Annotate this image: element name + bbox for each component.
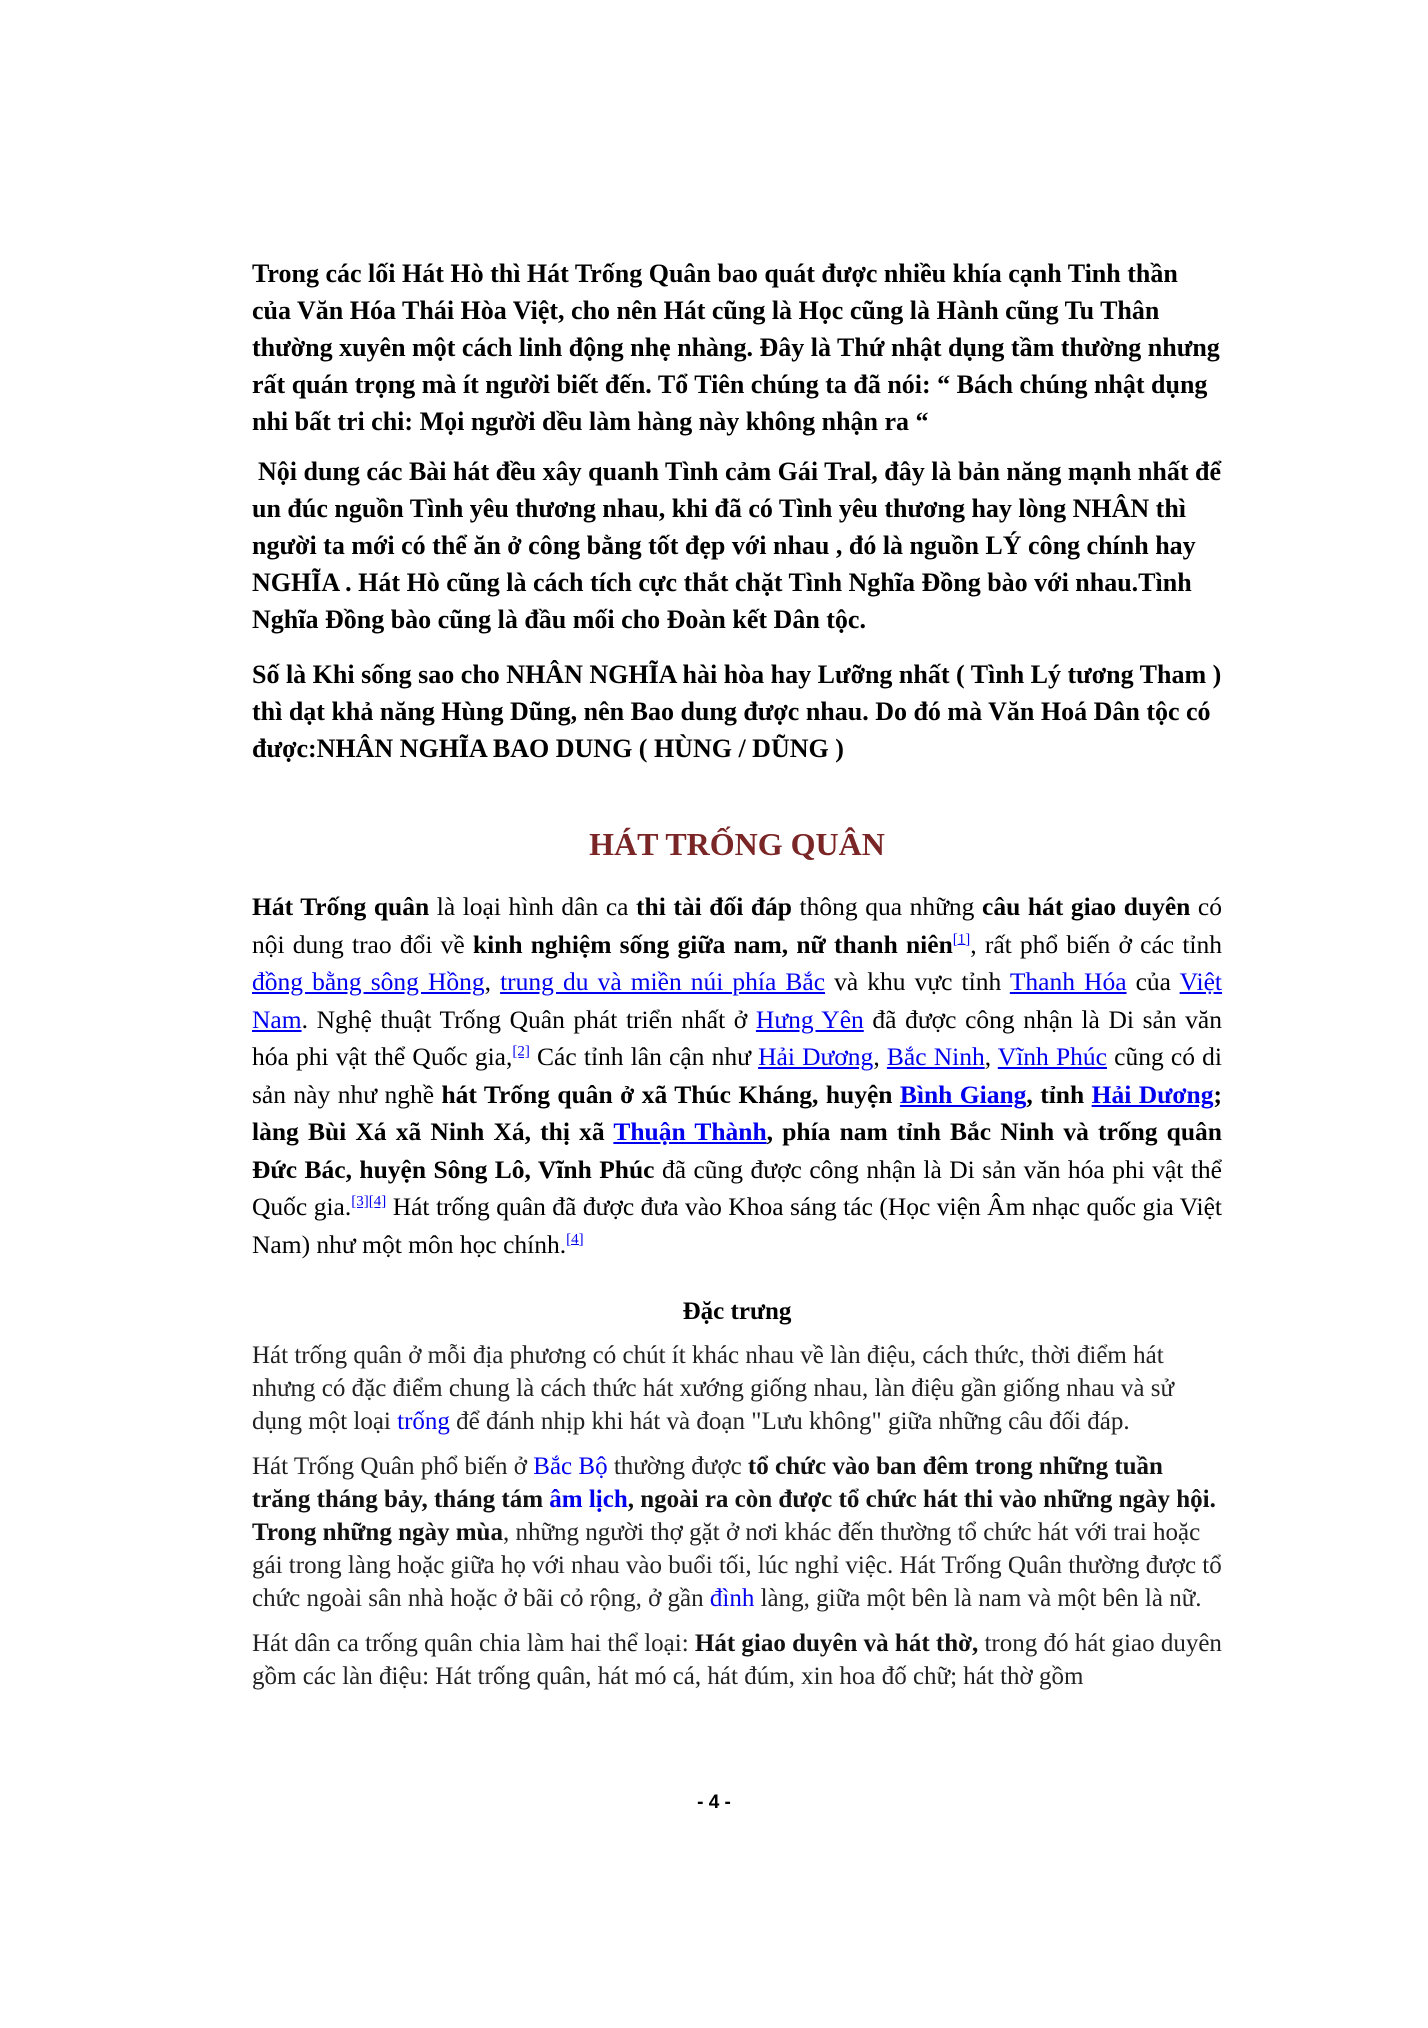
text-span: và khu vực tỉnh (825, 967, 1010, 996)
text-span: Hát trống quân đã được đưa vào Khoa sáng tác (Học viện Âm nhạc quốc gia Việt Nam) như một môn học chính. (252, 1192, 1223, 1259)
bold-term: câu hát giao duyên (982, 892, 1191, 921)
link-trong[interactable]: trống (397, 1408, 450, 1435)
characteristics-paragraph (252, 1339, 1222, 1438)
link-hai-duong-2[interactable]: Hải Dương (1091, 1079, 1214, 1109)
link-viet-nam[interactable]: Việt Nam (252, 967, 1222, 1034)
text-span: cũng có di sản này như nghề (252, 1042, 1222, 1109)
link-hai-duong[interactable]: Hải Dương (758, 1042, 874, 1071)
link-thuan-thanh[interactable]: Thuận Thành (613, 1117, 767, 1146)
link-dong-bang-song-hong[interactable]: đồng bằng sông Hồng (252, 967, 485, 996)
text-span: , rất phổ biến ở các tỉnh (970, 929, 1222, 959)
link-binh-giang[interactable]: Bình Giang (899, 1079, 1027, 1109)
bold-term: , tỉnh (1026, 1079, 1092, 1109)
footnote-link[interactable]: [4] (566, 1231, 584, 1247)
text-span: , những người thợ gặt ở nơi khác đến thường tổ chức hát với trai hoặc gái trong làng hoặc giữa họ với nhau vào buổi tối, lúc nghỉ việc. Hát Trống Quân thường được tổ chức ngoài sân nhà hoặc ở bãi cỏ rộng, ở gần (252, 1519, 1222, 1612)
bold-term: kinh nghiệm sống giữa nam, nữ thanh niên (472, 929, 953, 959)
text-span: là loại hình dân ca (429, 892, 637, 921)
text-span: , (484, 967, 501, 996)
text-span: Các tỉnh lân cận như (529, 1042, 759, 1071)
footnote-link[interactable]: [2] (512, 1043, 530, 1060)
section-heading: HÁT TRỐNG QUÂN (589, 826, 885, 862)
content-paragraph: Nội dung các Bài hát đều xây quanh Tình cảm Gái Tral, đây là bản năng mạnh nhất để un đúc nguồn Tình yêu thương nhau, khi đã có Tình yêu thương hay lòng NHÂN thì người ta mới có thể ăn ở công bằng tốt đẹp với nhau , đó là nguồn LÝ công chính hay NGHĨA . Hát Hò cũng là cách tích cực thắt chặt Tình Nghĩa Đồng bào với nhau.Tình Nghĩa Đồng bào cũng là đầu mối cho Đoàn kết Dân tộc. (252, 457, 1221, 634)
link-am-lich[interactable]: âm lịch (549, 1486, 628, 1513)
link-dinh[interactable]: đình (709, 1585, 755, 1612)
genres-paragraph (252, 1627, 1222, 1693)
text-span: Hát Trống Quân phổ biến ở (252, 1453, 534, 1480)
text-span: đã được công nhận là Di sản văn hóa phi vật thể Quốc gia, (252, 1004, 1222, 1071)
text-span: của (1126, 967, 1180, 996)
text-span: Hát trống quân ở mỗi địa phương có chút ít khác nhau về làn điệu, cách thức, thời điểm hát nhưng có đặc điểm chung là cách thức hát xướng giống nhau, làn điệu gần giống nhau và sử dụng một loại (252, 1342, 1175, 1435)
text-span: đã cũng được công nhận là Di sản văn hóa phi vật thể Quốc gia. (252, 1154, 1222, 1221)
text-span: , (873, 1042, 887, 1071)
page-number: - 4 - (697, 1792, 731, 1813)
intro-paragraph: Trong các lối Hát Hò thì Hát Trống Quân bao quát được nhiều khía cạnh Tinh thần của Văn Hóa Thái Hòa Việt, cho nên Hát cũng là Học cũng là Hành cũng Tu Thân thường xuyên một cách linh động nhẹ nhàng. Đây là Thứ nhật dụng tầm thường nhưng rất quán trọng mà ít người biết đến. Tổ Tiên chúng ta đã nói: “ Bách chúng nhật dụng nhi bất tri chi: Mọi người dều làm hàng này không nhận ra “ (252, 259, 1220, 436)
bold-term: ; làng Bùi Xá xã Ninh Xá, thị xã (252, 1079, 1222, 1146)
link-bac-ninh[interactable]: Bắc Ninh (886, 1042, 985, 1071)
bold-term: thi tài đối đáp (636, 892, 792, 921)
bold-term: hát Trống quân ở xã Thúc Kháng, huyện (441, 1079, 900, 1109)
text-span: Hát dân ca trống quân chia làm hai thể loại: (252, 1630, 695, 1657)
bold-term: tổ chức vào ban đêm trong những tuần trăng tháng bảy, tháng tám (252, 1453, 1163, 1513)
text-span: làng, giữa một bên là nam và một bên là nữ. (754, 1585, 1202, 1612)
definition-paragraph (252, 888, 1222, 1263)
document-page (252, 255, 1222, 1705)
text-span: . Nghệ thuật Trống Quân phát triển nhất ở (301, 1004, 756, 1034)
text-span: , (984, 1042, 998, 1071)
text-span: thông qua những (791, 892, 982, 921)
footnote-link[interactable]: [4] (368, 1193, 387, 1210)
bold-term: , ngoài ra còn được tổ chức hát thi vào những ngày hội. Trong những ngày mùa (252, 1486, 1216, 1546)
bold-term: Hát giao duyên và hát thờ, (694, 1630, 979, 1657)
text-span: để đánh nhịp khi hát và đoạn "Lưu không" giữa những câu đối đáp. (449, 1408, 1130, 1435)
organization-paragraph (252, 1450, 1222, 1615)
nhan-nghia-paragraph: Số là Khi sống sao cho NHÂN NGHĨA hài hòa hay Lưỡng nhất ( Tình Lý tương Tham ) thì dạt khả năng Hùng Dũng, nên Bao dung được nhau. Do đó mà Văn Hoá Dân tộc có được:NHÂN NGHĨA BAO DUNG ( HÙNG / DŨNG ) (252, 660, 1222, 763)
footnote-link[interactable]: [1] (952, 931, 971, 947)
link-bac-bo[interactable]: Bắc Bộ (533, 1453, 608, 1480)
text-span: có nội dung trao đổi về (252, 892, 1222, 959)
link-vinh-phuc[interactable]: Vĩnh Phúc (997, 1042, 1107, 1071)
link-trung-du[interactable]: trung du và miền núi phía Bắc (500, 967, 826, 996)
text-span: trong đó hát giao duyên gồm các làn điệu: Hát trống quân, hát mó cá, hát đúm, xin hoa đố chữ; hát thờ gồm (252, 1630, 1222, 1690)
bold-term: Hát Trống quân (252, 892, 430, 921)
subheading: Đặc trưng (682, 1298, 792, 1325)
footnote-link[interactable]: [3] (351, 1193, 369, 1210)
link-thanh-hoa[interactable]: Thanh Hóa (1009, 967, 1127, 996)
link-hung-yen[interactable]: Hưng Yên (755, 1004, 864, 1034)
bold-term: , phía nam tỉnh Bắc Ninh và trống quân Đức Bác, huyện Sông Lô, Vĩnh Phúc (252, 1117, 1222, 1184)
text-span: thường được (607, 1453, 748, 1480)
